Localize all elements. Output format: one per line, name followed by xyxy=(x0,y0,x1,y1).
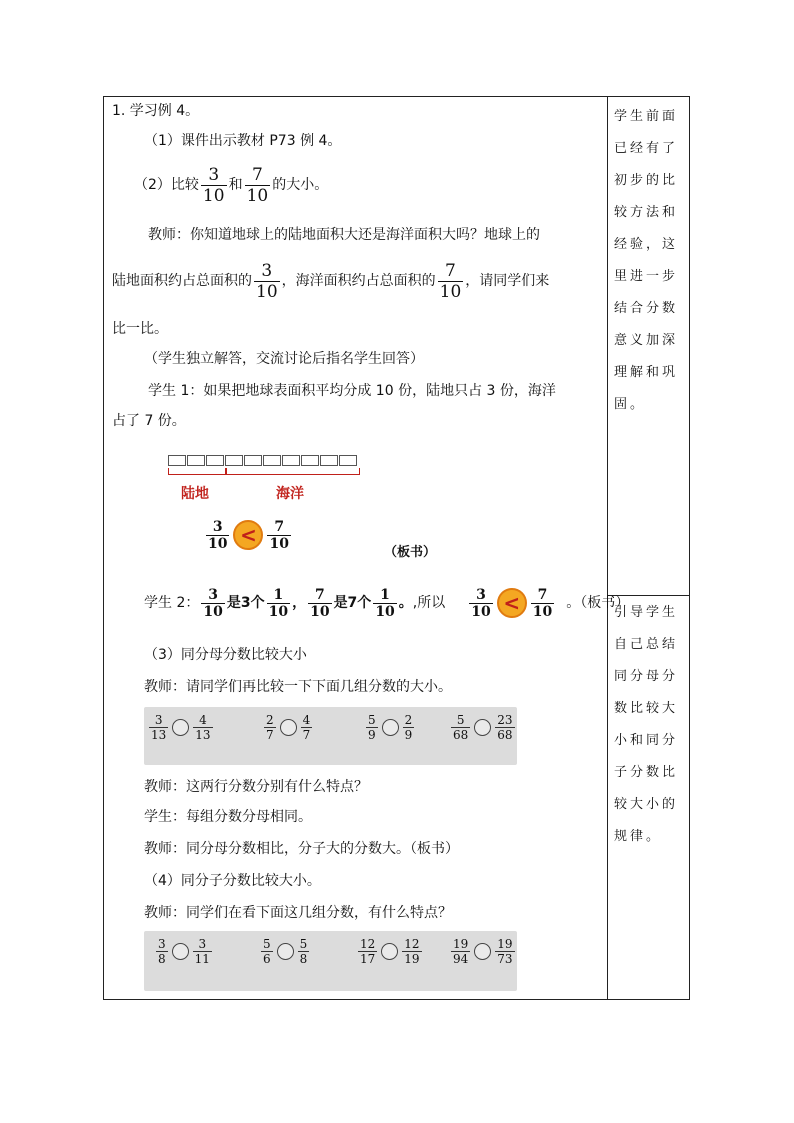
exercise-group: $\frac{19}{94}$ $\frac{19}{73}$ xyxy=(453,937,513,966)
teacher-rule: 教师：同分母分数相比，分子大的分数大。（板书） xyxy=(144,841,459,857)
student-1-line-1: 学生 1：如果把地球表面积平均分成 10 份，陆地只占 3 份，海洋 xyxy=(148,383,556,399)
exercise-group: $\frac{3}{8}$ $\frac{3}{11}$ xyxy=(158,937,210,966)
answer-circle[interactable] xyxy=(382,719,399,736)
fraction-7-10: $\frac{7}{10}$ xyxy=(246,164,269,206)
column-divider xyxy=(607,97,608,999)
compare-result-1: $\frac{3}{10}$ < $\frac{7}{10}$ xyxy=(208,518,289,552)
sea-label: 海洋 xyxy=(276,486,304,502)
exercise-group: $\frac{3}{13}$ $\frac{4}{13}$ xyxy=(151,713,211,742)
teacher-feature: 教师：这两行分数分别有什么特点？ xyxy=(144,779,368,795)
board-note-1: （板书） xyxy=(384,545,437,560)
exercise-group: $\frac{5}{68}$ $\frac{23}{68}$ xyxy=(453,713,513,742)
answer-circle[interactable] xyxy=(280,719,297,736)
side-note-2: 引导学生自己总结同分母分数比较大小和同分子分数比较大小的规律。 xyxy=(614,605,679,844)
area-bar xyxy=(168,455,358,467)
sea-bracket xyxy=(226,468,360,475)
teacher-question-1: 教师：你知道地球上的陆地面积大还是海洋面积大吗？地球上的 xyxy=(148,227,540,243)
answer-circle[interactable] xyxy=(172,943,189,960)
teacher-4: 教师：同学们在看下面这几组分数，有什么特点？ xyxy=(144,905,452,921)
land-bracket xyxy=(168,468,226,475)
item-1: （1）课件出示教材 P73 例 4。 xyxy=(144,133,342,149)
heading: 1. 学习例 4。 xyxy=(112,103,200,119)
item-2: （2）比较 $\frac{3}{10}$ 和 $\frac{7}{10}$ 的大小。 xyxy=(134,164,329,206)
exercise-same-denominator xyxy=(144,707,517,765)
exercise-group: $\frac{5}{9}$ $\frac{2}{9}$ xyxy=(368,713,413,742)
teacher-question-3: 比一比。 xyxy=(112,321,168,337)
answer-circle[interactable] xyxy=(474,943,491,960)
discussion-note: （学生独立解答，交流讨论后指名学生回答） xyxy=(144,351,424,367)
side-note-1: 学生前面已经有了初步的比较方法和经验，这里进一步结合分数意义加深理解和巩固。 xyxy=(614,109,679,412)
answer-circle[interactable] xyxy=(277,943,294,960)
answer-circle[interactable] xyxy=(172,719,189,736)
exercise-group: $\frac{5}{6}$ $\frac{5}{8}$ xyxy=(263,937,308,966)
land-label: 陆地 xyxy=(181,486,209,502)
student-answer: 学生：每组分数分母相同。 xyxy=(144,809,312,825)
item-3: （3）同分母分数比较大小 xyxy=(144,647,307,663)
teacher-3: 教师：请同学们再比较一下下面几组分数的大小。 xyxy=(144,679,452,695)
student-1-line-2: 占了 7 份。 xyxy=(112,413,186,429)
less-than-sign: < xyxy=(233,520,263,550)
fraction-3-10: $\frac{3}{10}$ xyxy=(202,164,225,206)
item-4: （4）同分子分数比较大小。 xyxy=(144,873,321,889)
student-2: 学生 2： $\frac{3}{10}$ 是3个 $\frac{1}{10}$ ， $\frac{7}{10}$ 是7个 $\frac{1}{10}$ 。,所以 $\frac{3}{10}$ < $\frac{7}{10}$ 。（板书） xyxy=(144,586,630,620)
teacher-question-2: 陆地面积约占总面积的 $\frac{3}{10}$ ，海洋面积约占总面积的 $\frac{7}{10}$ ，请同学们来 xyxy=(112,260,550,302)
exercise-same-numerator xyxy=(144,931,517,991)
answer-circle[interactable] xyxy=(381,943,398,960)
lesson-table xyxy=(103,96,690,1000)
answer-circle[interactable] xyxy=(474,719,491,736)
exercise-group: $\frac{2}{7}$ $\frac{4}{7}$ xyxy=(266,713,311,742)
exercise-group: $\frac{12}{17}$ $\frac{12}{19}$ xyxy=(360,937,420,966)
